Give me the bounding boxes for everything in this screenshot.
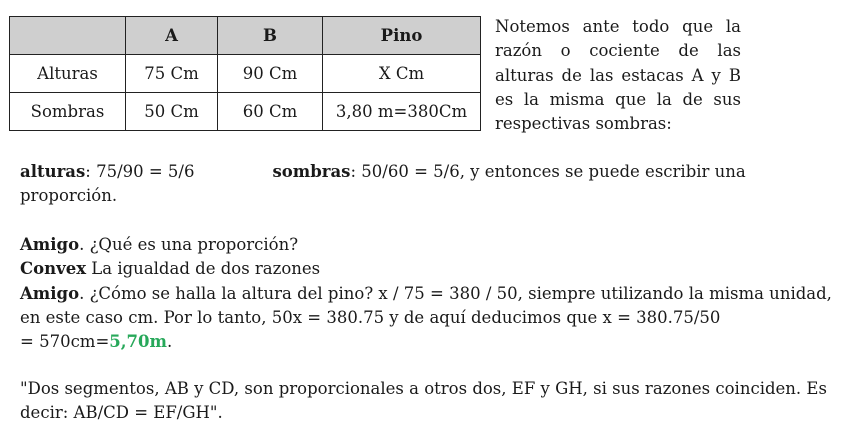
result-prefix: = 570cm=	[20, 332, 110, 352]
speaker-convex: Convex	[20, 259, 87, 279]
header-cell-empty	[10, 17, 126, 55]
quote-line-2: decir: AB/CD = EF/GH".	[20, 403, 223, 423]
speaker-amigo: Amigo	[20, 283, 80, 303]
table-cell: 50 Cm	[126, 93, 218, 131]
dialogue-line-2	[20, 257, 865, 281]
table-cell: 3,80 m=380Cm	[323, 93, 481, 131]
table-cell: 75 Cm	[126, 55, 218, 93]
ratios-line	[20, 160, 746, 184]
sombras-label: sombras	[272, 162, 351, 181]
ratios-paragraph	[20, 160, 746, 209]
header-cell-pino: Pino	[323, 17, 481, 55]
header-cell-b: B	[218, 17, 323, 55]
table-cell: 60 Cm	[218, 93, 323, 131]
quote-paragraph	[20, 377, 827, 426]
dialogue-paragraph	[20, 233, 865, 354]
table-row-alturas	[10, 55, 481, 93]
table-cell: Sombras	[10, 93, 126, 131]
table-cell: 90 Cm	[218, 55, 323, 93]
ratios-continuation: proporción.	[20, 186, 118, 206]
table-header-row	[10, 17, 481, 55]
dialogue-text: . ¿Cómo se halla la altura del pino? x / 75 = 380 / 50, siempre utilizando la misma unidad,	[79, 283, 832, 303]
table-row-sombras	[10, 93, 481, 131]
result-value: 5,70m	[109, 332, 167, 352]
dialogue-line-5	[20, 330, 865, 354]
alturas-text: : 75/90 = 5/6	[85, 162, 195, 181]
table-cell: X Cm	[323, 55, 481, 93]
header-cell-a: A	[126, 17, 218, 55]
dialogue-line-4: en este caso cm. Por lo tanto, 50x = 380.75 y de aquí deducimos que x = 380.75/50	[20, 307, 721, 327]
quote-line-1: "Dos segmentos, AB y CD, son proporcionales a otros dos, EF y GH, si sus razones coinciden. Es	[20, 379, 827, 398]
dialogue-line-1	[20, 233, 865, 257]
data-table	[9, 16, 481, 131]
side-paragraph: Notemos ante todo que la razón o cociente de las alturas de las estacas A y B es la misma que la de sus respectivas sombras:	[495, 17, 741, 134]
dialogue-text: La igualdad de dos razones	[86, 259, 321, 279]
table-cell: Alturas	[10, 55, 126, 93]
sombras-text: : 50/60 = 5/6, y entonces se puede escribir una	[350, 162, 746, 181]
dialogue-line-3	[20, 282, 865, 306]
alturas-label: alturas	[20, 162, 86, 181]
result-suffix: .	[166, 332, 173, 352]
speaker-amigo: Amigo	[20, 235, 80, 254]
dialogue-text: . ¿Qué es una proporción?	[79, 235, 299, 254]
